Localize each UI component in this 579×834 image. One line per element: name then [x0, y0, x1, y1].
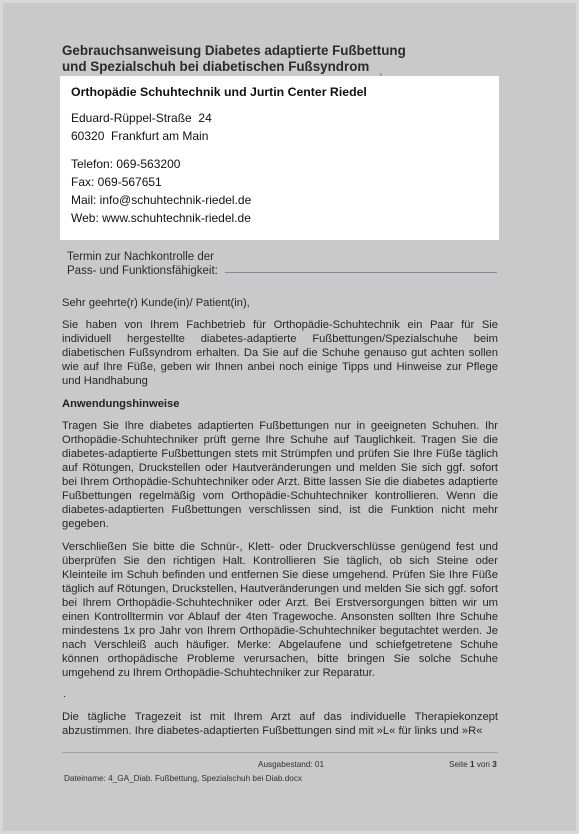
page-number [449, 760, 497, 769]
page-total: 3 [492, 760, 497, 769]
address-street: Eduard-Rüppel-Straße 24 [71, 111, 212, 125]
address-fax: Fax: 069-567651 [71, 175, 162, 189]
paragraph-2: Verschließen Sie bitte die Schnür-, Klett- oder Druckverschlüsse genügend fest und überprüfen Sie den richtigen Halt. Kontrollieren Sie täglich, ob sich Steine oder Kleinteile im Schuh befinden und entfernen Sie diese umgehend. Prüfen Sie Ihre Füße täglich auf Rötungen, Druckstellen, Hautveränderungen und melden Sie sich ggf. sofort bei Ihrem Orthopädie-Schuhtechniker oder Arzt. Bei Erstversorgungen bitten wir um einen Kontrolltermin vor Ablauf der 4ten Tragewoche. Ansonsten sollten Ihre Schuhe mindestens 1x pro Jahr von Ihrem Orthopädie-Schuhtechniker begutachtet werden. Je nach Verschleiß auch häufiger. Merke: Abgelaufene und schiefgetretene Schuhe können orthopädische Probleme verursachen, bitte bringen Sie solche Schuhe umgehend zu Ihrem Orthopädie-Schuhtechniker zur Reparatur. [62, 541, 498, 679]
company-name: Orthopädie Schuhtechnik und Jurtin Center Riedel [71, 85, 367, 99]
title-line-2: und Spezialschuh bei diabetischen Fußsyndrom [62, 59, 370, 74]
followup-label-line-2: Pass- und Funktionsfähigkeit: [67, 265, 218, 277]
stray-dot: . [63, 688, 67, 700]
paragraph-3: Die tägliche Tragezeit ist mit Ihrem Arzt auf das individuelle Therapiekonzept abzustimmen. Ihre diabetes-adaptierten Fußbettungen sind mit »L« für links und »R« [62, 711, 498, 737]
page-current: 1 [469, 760, 475, 769]
page-mid: von [474, 760, 493, 769]
footer-divider [62, 752, 498, 753]
document-title [62, 43, 502, 75]
address-phone: Telefon: 069-563200 [71, 157, 181, 171]
paragraph-1: Tragen Sie Ihre diabetes adaptierten Fußbettungen nur in geeigneten Schuhen. Ihr Orthopädie-Schuhtechniker prüft gerne Ihre Schuhe auf Tauglichkeit. Tragen Sie die diabetes-adaptierte Fußbettungen stets mit Strümpfen und prüfen Sie Ihre Füße täglich auf Rötungen, Druckstellen oder Hautveränderungen und melden Sie sich ggf. sofort bei Ihrem Orthopädie-Schuhtechniker oder Arzt. Bitte lassen Sie die diabetes adaptierte Fußbettungen regelmäßig vom Orthopädie-Schuhtechniker kontrollieren. Wenn die diabetes-adaptierten Fußbettungen verschlissen sind, ist die Funktion nicht mehr gegeben. [62, 420, 498, 530]
address-block [60, 76, 499, 240]
issue-status: Ausgabestand: 01 [258, 760, 325, 769]
section-heading: Anwendungshinweise [62, 398, 180, 410]
intro-paragraph: Sie haben von Ihrem Fachbetrieb für Orthopädie-Schuhtechnik ein Paar für Sie individuell hergestellte diabetes-adaptierte Fußbettungen/Spezialschuhe beim diabetischen Fußsyndrom erhalten. Da Sie auf die Schuhe genauso gut achten sollen wie auf Ihre Füße, geben wir Ihnen anbei noch einige Tipps und Hinweise zur Pflege und Handhabung [62, 319, 498, 387]
address-web: Web: www.schuhtechnik-riedel.de [71, 211, 251, 225]
address-mail: Mail: info@schuhtechnik-riedel.de [71, 193, 252, 207]
salutation: Sehr geehrte(r) Kunde(in)/ Patient(in), [62, 297, 250, 309]
file-name: Dateiname: 4_GA_Diab. Fußbettung, Spezialschuh bei Diab.docx [64, 774, 303, 783]
title-line-1: Gebrauchsanweisung Diabetes adaptierte Fußbettung [62, 43, 406, 58]
address-city: 60320 Frankfurt am Main [71, 129, 209, 143]
followup-date-label [67, 250, 218, 278]
page-prefix: Seite [449, 760, 470, 769]
followup-label-line-1: Termin zur Nachkontrolle der [67, 251, 215, 263]
followup-date-field-line [225, 272, 497, 273]
